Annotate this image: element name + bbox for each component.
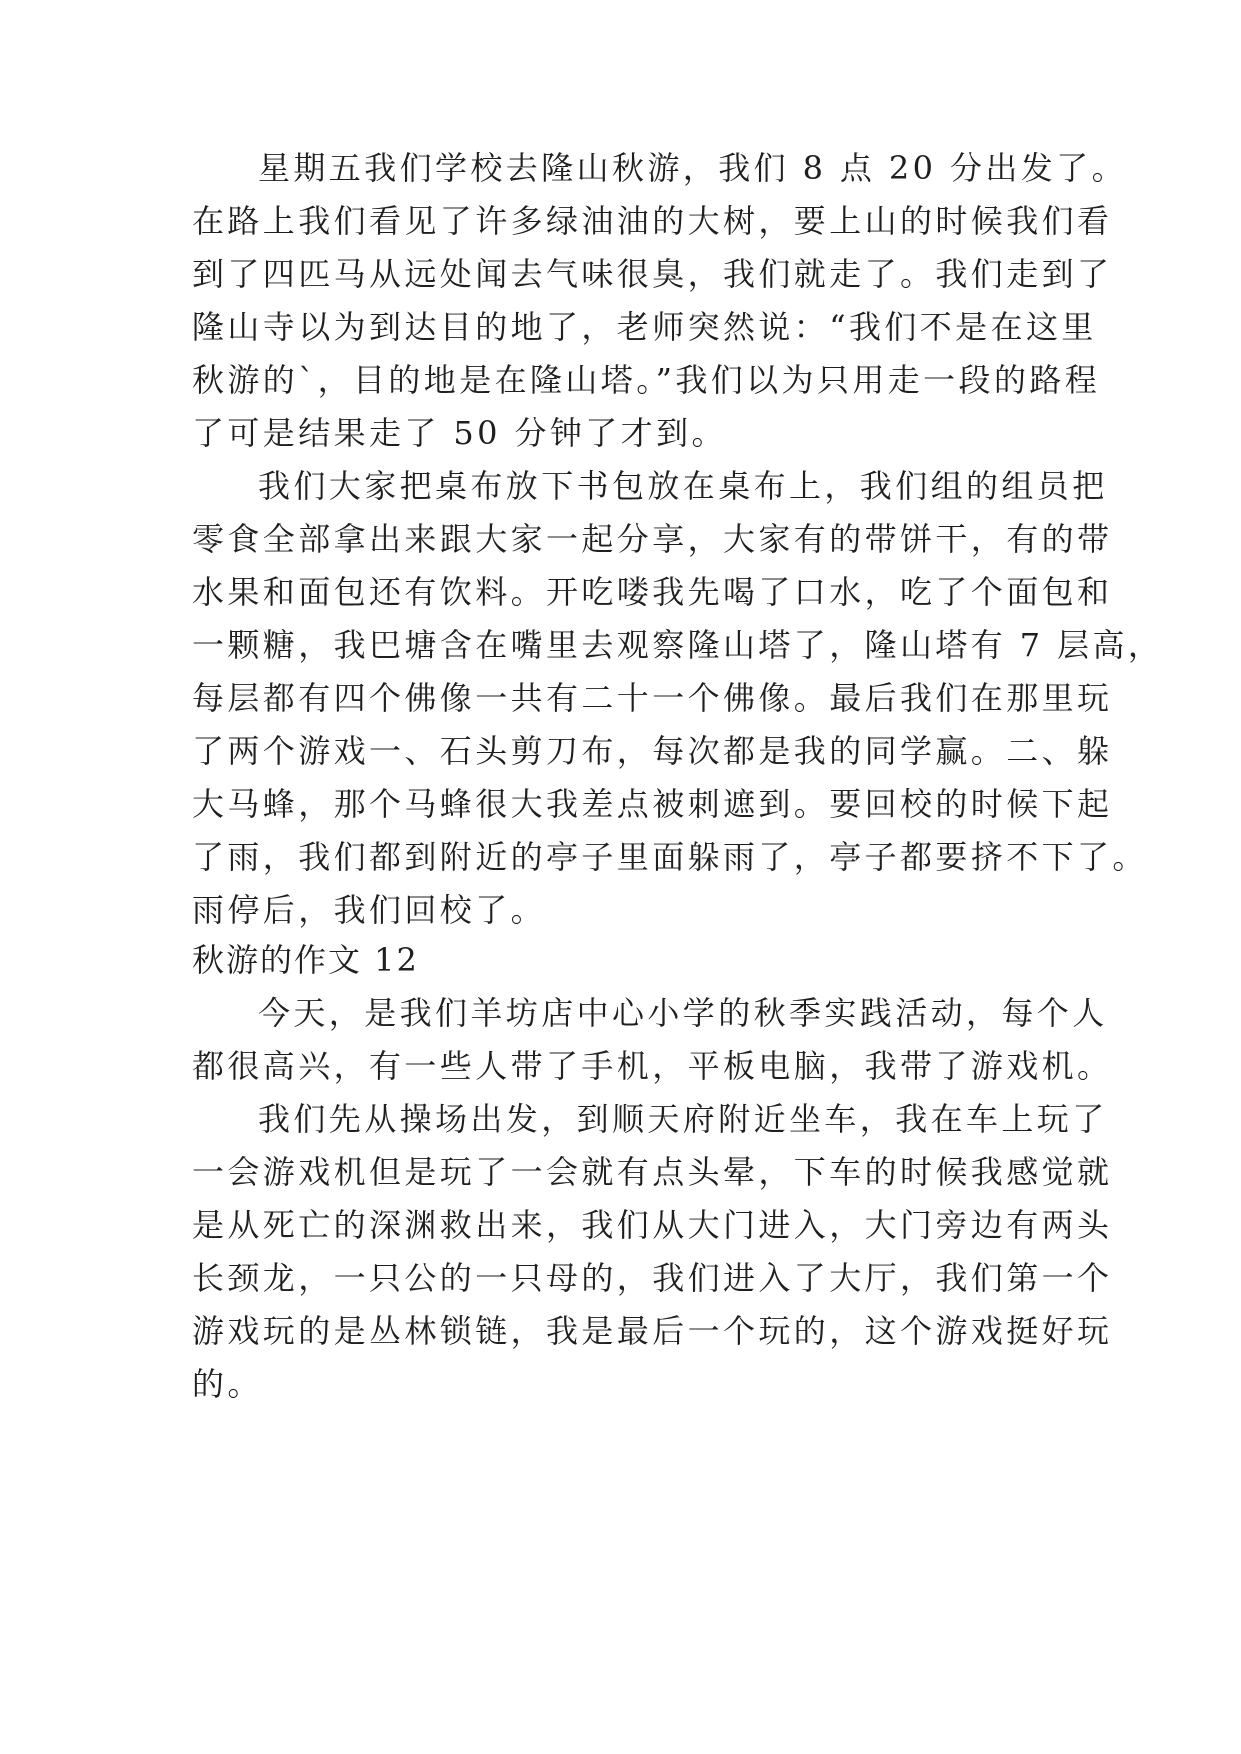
section-heading: 秋游的作文 12 bbox=[192, 941, 419, 979]
paragraph-1-line-3: 到了四匹马从远处闻去气味很臭，我们就走了。我们走到了 bbox=[192, 255, 1113, 293]
paragraph-1-line-6: 了可是结果走了 50 分钟了才到。 bbox=[192, 414, 727, 452]
paragraph-4-line-4: 长颈龙，一只公的一只母的，我们进入了大厅，我们第一个 bbox=[192, 1259, 1113, 1297]
paragraph-2-line-5: 每层都有四个佛像一共有二十一个佛像。最后我们在那里玩 bbox=[192, 679, 1113, 717]
paragraph-4-line-5: 游戏玩的是丛林锁链，我是最后一个玩的，这个游戏挺好玩 bbox=[192, 1312, 1113, 1350]
paragraph-2-line-4: 一颗糖，我巴塘含在嘴里去观察隆山塔了，隆山塔有 7 层高， bbox=[192, 626, 1164, 664]
paragraph-2-line-1: 我们大家把桌布放下书包放在桌布上，我们组的组员把 bbox=[258, 467, 1108, 505]
paragraph-1-line-4: 隆山寺以为到达目的地了，老师突然说：“我们不是在这里 bbox=[192, 308, 1097, 346]
paragraph-1-line-5: 秋游的`，目的地是在隆山塔。”我们以为只用走一段的路程 bbox=[192, 361, 1101, 399]
paragraph-2-line-6: 了两个游戏一、石头剪刀布，每次都是我的同学赢。二、躲 bbox=[192, 732, 1113, 770]
paragraph-4-line-3: 是从死亡的深渊救出来，我们从大门进入，大门旁边有两头 bbox=[192, 1206, 1113, 1244]
paragraph-2-line-7: 大马蜂，那个马蜂很大我差点被刺遮到。要回校的时候下起 bbox=[192, 785, 1113, 823]
paragraph-3-line-2: 都很高兴，有一些人带了手机，平板电脑，我带了游戏机。 bbox=[192, 1047, 1113, 1085]
paragraph-4-line-1: 我们先从操场出发，到顺天府附近坐车，我在车上玩了 bbox=[258, 1100, 1108, 1138]
paragraph-2-line-8: 了雨，我们都到附近的亭子里面躲雨了，亭子都要挤不下了。 bbox=[192, 838, 1148, 876]
paragraph-1-line-1: 星期五我们学校去隆山秋游，我们 8 点 20 分出发了。 bbox=[258, 149, 1127, 187]
paragraph-2-line-9: 雨停后，我们回校了。 bbox=[192, 891, 547, 929]
paragraph-3-line-1: 今天，是我们羊坊店中心小学的秋季实践活动，每个人 bbox=[258, 994, 1108, 1032]
paragraph-4-line-6: 的。 bbox=[192, 1365, 263, 1403]
paragraph-2-line-3: 水果和面包还有饮料。开吃喽我先喝了口水，吃了个面包和 bbox=[192, 573, 1113, 611]
paragraph-1-line-2: 在路上我们看见了许多绿油油的大树，要上山的时候我们看 bbox=[192, 202, 1113, 240]
paragraph-4-line-2: 一会游戏机但是玩了一会就有点头晕，下车的时候我感觉就 bbox=[192, 1153, 1113, 1191]
paragraph-2-line-2: 零食全部拿出来跟大家一起分享，大家有的带饼干，有的带 bbox=[192, 520, 1113, 558]
